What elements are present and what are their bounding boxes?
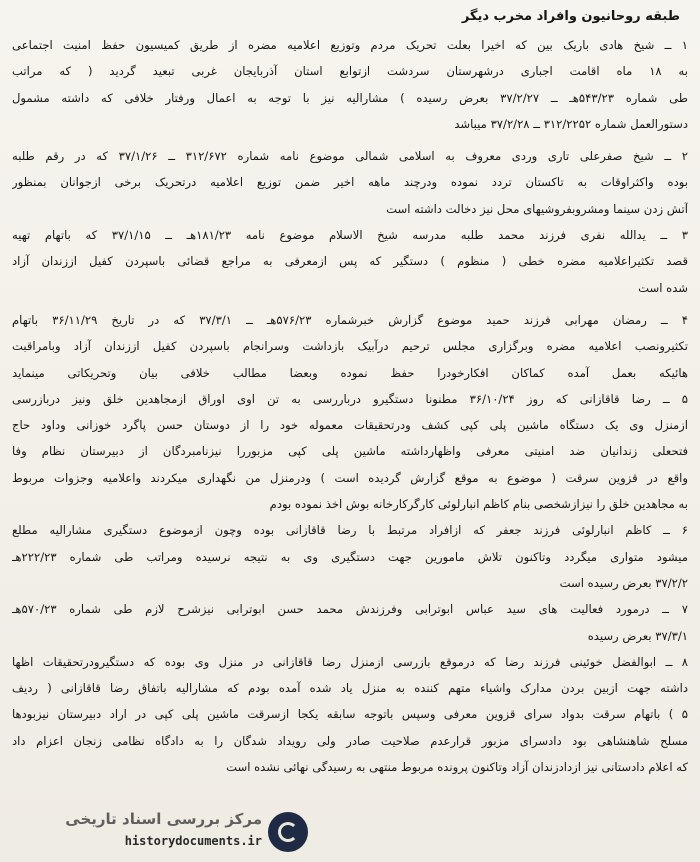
text-line: بوده واکثراوقات به تاکستان تردد نموده ودرچند ماهه اخیر ضمن توزیع اعلامیه درتحریک برخی ازجوانان بمنظور bbox=[12, 175, 688, 190]
text-line: ۳۷/۲/۲ بعرض رسیده است bbox=[559, 575, 688, 590]
text-line: مسلح شاهنشاهی بود دادسرای مزبور قرارعدم صلاحیت صادر ولی رویداد شدگان را به دادگاه نظامی زنجان اعزام داد bbox=[12, 733, 688, 748]
text-line: ۲ ــ شیخ صفرعلی تاری وردی معروف به اسلامی شمالی موضوع نامه شماره ۳۱۲/۶۷۲ ــ ۳۷/۱/۲۶ که در رقم طلبه bbox=[12, 149, 688, 164]
text-line: دستورالعمل شماره ۳۱۲/۲۲۵۲ ــ ۳۷/۲/۲۸ میباشد bbox=[454, 116, 688, 131]
text-line: ۴ ــ رمضان مهرابی فرزند حمید موضوع گزارش خبرشماره ۵۷۶/۲۳هـ ــ ۳۷/۳/۱ که در تاریخ ۳۶/۱۱/۲۹ باتهام bbox=[12, 312, 688, 327]
text-line: ۸ ــ ابوالفضل خوئینی فرزند رضا که درموقع بازرسی ازمنزل رضا قاقازانی در منزل وی بوده که دستگیرودرتحقیقات اظها bbox=[12, 654, 688, 669]
text-line: ۵ ــ رضا قاقازانی که روز ۳۶/۱۰/۲۴ مطنونا دستگیرو درباررسی به تن اوی اوراق ازمجاهدین خلق ونیز دربازرسی bbox=[12, 391, 688, 406]
text-line: تکثیرونصب اعلامیه مضره وبرگزاری مجلس ترحیم درآبیک بازداشت وسرانجام باسپردن کفیل اززندان آزاد وبامراقبت bbox=[12, 339, 688, 354]
text-line: ۳۷/۳/۱ بعرض رسیده bbox=[587, 628, 688, 643]
text-line: آتش زدن سینما ومشروبفروشیهای محل نیز دخالت داشته است bbox=[386, 201, 688, 216]
text-line: که اعلام دادستانی نیز ازدادزندان آزاد وتاکنون پرونده مربوط منتهی به رسیدگی نهائی نشده است bbox=[226, 760, 688, 775]
text-line: فتحعلی زندانیان ضد امنیتی معرفی واظهارداشته ماشین پلی کپی مزبوررا نیزنامبردگان از دبیرستان نظام وفا bbox=[12, 444, 688, 459]
watermark-site: historydocuments.ir bbox=[124, 834, 262, 848]
text-line: ۵ ) باتهام سرقت بدواد سرای قزوین معرفی وسپس باتوجه سابقه یکجا ازسرقت ماشین پلی کپی در اراد دبیرستان نیزبودها bbox=[12, 707, 688, 722]
text-line: میشود متواری میگردد وتاکنون تلاش مامورین جهت دستگیری وی به نتیجه نرسیده ومراتب طی شماره ۲۲۲/۲۳هـ bbox=[12, 549, 688, 564]
watermark bbox=[10, 810, 310, 854]
text-line: به مجاهدین خلق را نیزازشخصی بنام کاظم انبارلوئی کارگرکارخانه بوش اخذ نموده بودم bbox=[269, 497, 688, 512]
text-line: طی شماره ۵۴۳/۲۳هـ ــ ۳۷/۲/۲۷ بعرض رسیده ) مشارالیه نیز با توجه به اعمال ورفتار خلافی که داشته مشمول bbox=[12, 90, 688, 105]
text-line: ۱ ــ شیخ هادی باریک بین که اخیرا بعلت تحریک مردم وتوزیع اعلامیه مضره از طریق کمیسیون حفظ امنیت اجتماعی bbox=[12, 38, 688, 52]
archive-seal-icon bbox=[268, 812, 308, 852]
text-line: به ۱۸ ماه اقامت اجباری درشهرستان سردشت ازتوابع استان آذربایجان غربی تبعید گردید ( که مراتب bbox=[12, 64, 688, 79]
document-title: طبقه روحانیون وافراد مخرب دیگر bbox=[461, 9, 680, 24]
text-line: قصد تکثیراعلامیه مضره خطی ( منظوم ) دستگیر که پس ازمعرفی به مراجع قضائی باسپردن کفیل اززندان آزاد bbox=[12, 254, 688, 269]
text-line: ازمنزل وی یک دستگاه ماشین پلی کپی کشف ودرتحقیقات معموله خود را از دوستان حسن پاگرد خوزانی وداود حاج bbox=[12, 418, 688, 433]
text-line: ۳ ــ یدالله نفری فرزند محمد طلبه مدرسه شیخ الاسلام موضوع نامه ۱۸۱/۲۳هـ ــ ۳۷/۱/۱۵ که باتهام تهیه bbox=[12, 228, 688, 243]
watermark-name: مرکز بررسی اسناد تاریخی bbox=[65, 810, 262, 828]
text-line: شده است bbox=[638, 280, 688, 295]
text-line: ۶ ــ کاظم انبارلوئی فرزند جعفر که ازافراد مرتبط با رضا قاقازانی بوده وچون ازموضوع دستگیری مشارالیه مطلع bbox=[12, 523, 688, 538]
text-line: واقع در قزوین سرقت ( موضوع به موقع گزارش گردیده است ) ودرمنزل من نگهداری میکردند واعلامیه وجزوات مربوط bbox=[12, 470, 688, 485]
text-line: داشته جهت ازبین بردن مدارک واشیاء متهم کننده به منزل یاد شده آمده بودم که مشارالیه باتفاق رضا قاقازانی ( ردیف bbox=[12, 681, 688, 696]
text-line: ۷ ــ درمورد فعالیت های سید عباس ابوترابی وفرزندش محمد حسن ابوترابی نیزشرح لازم طی شماره ۵۷۰/۲۳هـ bbox=[12, 602, 688, 617]
text-line: هائیکه بعمل آمده کماکان افکارخودرا حفظ نموده وبعضا مطالب خلافی بیان وتحریکاتی مینماید bbox=[12, 365, 688, 380]
